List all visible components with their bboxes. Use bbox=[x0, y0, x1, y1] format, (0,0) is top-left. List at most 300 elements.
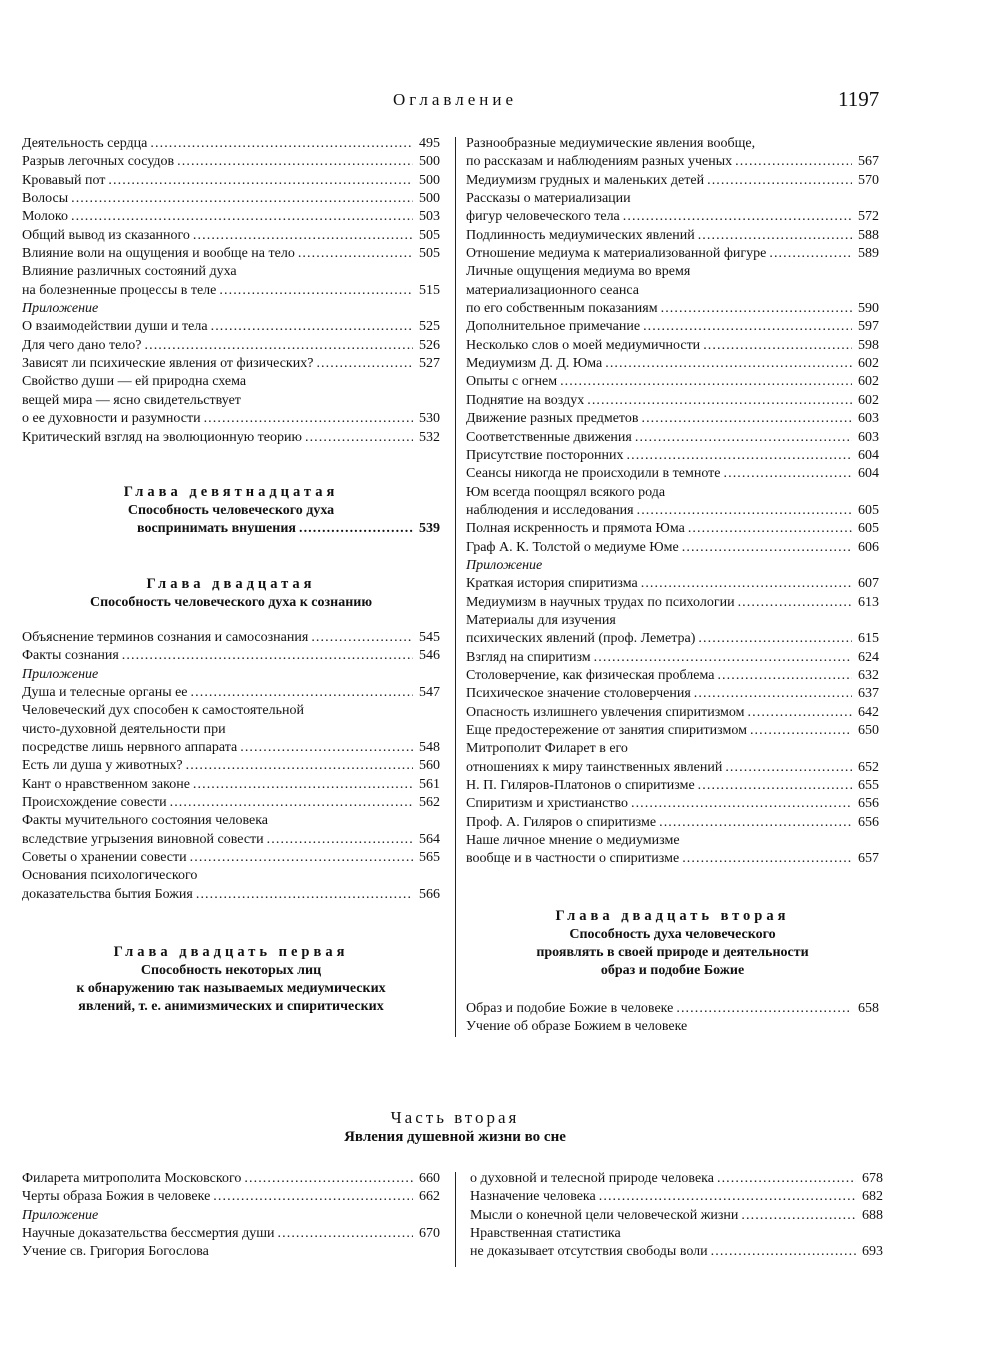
toc-entry[interactable] bbox=[466, 355, 879, 373]
part-title: Явления душевной жизни во сне bbox=[344, 1129, 566, 1145]
toc-group-left-c bbox=[22, 629, 440, 666]
toc-entry-page: 526 bbox=[419, 337, 440, 353]
toc-entry-title: Научные доказательства бессмертия души bbox=[22, 1226, 275, 1242]
toc-entry-title: психических явлений (проф. Леметра) bbox=[466, 631, 696, 647]
leader-dots bbox=[637, 502, 852, 520]
toc-entry-title: по его собственным показаниям bbox=[466, 301, 658, 317]
toc-entry-row bbox=[22, 190, 440, 208]
toc-entry-page: 500 bbox=[419, 154, 440, 170]
toc-entry-page: 655 bbox=[858, 778, 879, 794]
toc-entry[interactable] bbox=[466, 392, 879, 410]
toc-entry-page: 525 bbox=[419, 319, 440, 335]
leader-dots bbox=[659, 814, 852, 832]
toc-entry[interactable] bbox=[22, 629, 440, 647]
toc-entry-page: 662 bbox=[419, 1189, 440, 1205]
toc-entry-title: Мысли о конечной цели человеческой жизни bbox=[470, 1207, 739, 1223]
toc-entry-title: Взгляд на спиритизм bbox=[466, 649, 591, 665]
toc-entry-row bbox=[466, 722, 879, 740]
toc-entry-page: 500 bbox=[419, 191, 440, 207]
toc-entry-page: 545 bbox=[419, 630, 440, 645]
toc-entry-page: 670 bbox=[419, 1226, 440, 1242]
toc-entry[interactable] bbox=[466, 245, 879, 263]
toc-entry[interactable] bbox=[470, 1207, 883, 1225]
toc-entry-row bbox=[466, 429, 879, 447]
toc-entry-page: 589 bbox=[858, 246, 879, 262]
leader-dots bbox=[635, 429, 852, 447]
leader-dots bbox=[190, 849, 413, 867]
toc-entry[interactable] bbox=[22, 1225, 440, 1243]
toc-entry-row bbox=[466, 355, 879, 373]
toc-entry-title: Опыты с огнем bbox=[466, 374, 558, 390]
toc-entry-title: Факты сознания bbox=[22, 648, 119, 664]
leader-dots bbox=[191, 684, 413, 702]
toc-entry-title-line: Нравственная статистика bbox=[470, 1226, 621, 1242]
toc-entry[interactable] bbox=[466, 373, 879, 391]
leader-dots bbox=[717, 667, 852, 685]
toc-entry-row bbox=[466, 795, 879, 813]
toc-entry-row bbox=[466, 392, 879, 410]
toc-entry-page: 515 bbox=[419, 282, 440, 298]
toc-entry[interactable] bbox=[22, 1170, 440, 1188]
toc-entry[interactable] bbox=[466, 172, 879, 190]
leader-dots bbox=[193, 227, 413, 245]
toc-entry[interactable] bbox=[22, 757, 440, 775]
leader-dots bbox=[560, 373, 852, 391]
toc-entry[interactable] bbox=[466, 263, 879, 318]
toc-entry[interactable] bbox=[466, 337, 879, 355]
toc-group-left-a bbox=[22, 135, 440, 300]
chapter-title-line: Способность духа человеческого bbox=[569, 927, 776, 942]
chapter-22-heading-block bbox=[466, 907, 879, 980]
leader-dots bbox=[71, 190, 413, 208]
leader-dots bbox=[122, 647, 413, 665]
toc-entry[interactable] bbox=[22, 245, 440, 263]
toc-entry[interactable] bbox=[22, 355, 440, 373]
toc-entry-title: доказательства бытия Божия bbox=[22, 886, 193, 902]
toc-group-right-a bbox=[466, 135, 879, 557]
toc-entry-title: Медиумизм в научных трудах по психологии bbox=[466, 594, 735, 610]
toc-entry-row bbox=[466, 594, 879, 612]
toc-entry-title: Происхождение совести bbox=[22, 795, 167, 811]
toc-entry-row bbox=[466, 575, 879, 593]
column-divider bbox=[455, 1172, 456, 1267]
toc-entry-page: 539 bbox=[419, 521, 440, 536]
toc-entry-row bbox=[466, 227, 879, 245]
toc-entry[interactable] bbox=[466, 520, 879, 538]
leader-dots bbox=[698, 227, 852, 245]
chapter-title-line: Способность человеческого духа bbox=[127, 503, 335, 518]
leader-dots bbox=[193, 776, 413, 794]
toc-entry-row bbox=[466, 373, 879, 391]
toc-entry-title: Есть ли душа у животных? bbox=[22, 758, 183, 774]
left-column-chapter-20 bbox=[22, 629, 440, 904]
toc-group-bottom-left-a bbox=[22, 1170, 440, 1207]
header-title: Оглавление bbox=[393, 90, 517, 109]
leader-dots bbox=[724, 465, 853, 483]
appendix-label: Приложение bbox=[466, 557, 543, 573]
left-column bbox=[22, 135, 440, 447]
leader-dots bbox=[717, 1170, 856, 1188]
toc-entry[interactable] bbox=[466, 465, 879, 483]
leader-dots bbox=[211, 318, 413, 336]
toc-entry-title: вообще и в частности о спиритизме bbox=[466, 851, 680, 867]
toc-entry-row bbox=[22, 739, 440, 757]
chapter-19-entry[interactable] bbox=[22, 520, 440, 538]
toc-entry[interactable] bbox=[466, 429, 879, 447]
toc-entry[interactable] bbox=[466, 135, 879, 172]
toc-entry-title: воспринимать внушения bbox=[137, 521, 296, 536]
toc-entry-title: Душа и телесные органы ее bbox=[22, 685, 188, 701]
toc-entry-page: 495 bbox=[419, 136, 440, 151]
toc-entry-title: по рассказам и наблюдениям разных ученых bbox=[466, 154, 733, 170]
toc-entry-page: 567 bbox=[858, 154, 879, 170]
toc-entry-title-line: Рассказы о материализации bbox=[466, 191, 631, 207]
toc-entry[interactable] bbox=[22, 776, 440, 794]
toc-entry[interactable] bbox=[22, 1188, 440, 1206]
toc-entry-row bbox=[22, 410, 440, 428]
toc-entry[interactable] bbox=[470, 1170, 883, 1188]
chapter-heading: Глава девятнадцатая bbox=[123, 484, 339, 500]
toc-entry-page: 656 bbox=[858, 796, 879, 812]
toc-entry-row bbox=[466, 630, 879, 648]
leader-dots bbox=[71, 208, 413, 226]
toc-entry-row bbox=[466, 759, 879, 777]
toc-entry[interactable] bbox=[22, 153, 440, 171]
leader-dots bbox=[177, 153, 413, 171]
toc-entry-title-line: Факты мучительного состояния человека bbox=[22, 813, 268, 829]
leader-dots bbox=[170, 794, 413, 812]
toc-entry[interactable] bbox=[466, 685, 879, 703]
toc-entry-row bbox=[22, 318, 440, 336]
toc-entry-title: Полная искренность и прямота Юма bbox=[466, 521, 685, 537]
toc-entry-title: Зависят ли психические явления от физических? bbox=[22, 356, 314, 372]
toc-entry-title-line: Наше личное мнение о медиумизме bbox=[466, 833, 680, 849]
toc-entry-title-line: вещей мира — ясно свидетельствует bbox=[22, 392, 241, 408]
toc-entry-title: Назначение человека bbox=[470, 1189, 596, 1205]
leader-dots bbox=[741, 1207, 856, 1225]
appendix-label: Приложение bbox=[22, 666, 99, 682]
toc-entry[interactable] bbox=[466, 227, 879, 245]
toc-entry-page: 657 bbox=[858, 851, 879, 867]
toc-entry-title-line: Основания психологического bbox=[22, 868, 198, 884]
leader-dots bbox=[631, 795, 852, 813]
toc-entry-row bbox=[466, 1000, 879, 1018]
toc-entry[interactable] bbox=[466, 667, 879, 685]
toc-entry-page: 530 bbox=[419, 411, 440, 427]
appendix-label: Приложение bbox=[22, 301, 99, 317]
toc-group-left-d bbox=[22, 684, 440, 904]
toc-entry[interactable] bbox=[22, 373, 440, 428]
toc-entry-title: Н. П. Гиляров-Платонов о спиритизме bbox=[466, 778, 695, 794]
leader-dots bbox=[707, 172, 852, 190]
toc-entry[interactable] bbox=[466, 814, 879, 832]
toc-entry-row bbox=[466, 447, 879, 465]
leader-dots bbox=[735, 153, 852, 171]
toc-entry[interactable] bbox=[466, 410, 879, 428]
toc-entry-row bbox=[22, 337, 440, 355]
toc-entry-title: Медиумизм грудных и маленьких детей bbox=[466, 172, 705, 188]
toc-entry-row bbox=[22, 172, 440, 190]
toc-entry-row bbox=[470, 1207, 883, 1225]
toc-entry-row bbox=[466, 850, 879, 868]
toc-entry-page: 607 bbox=[858, 576, 879, 592]
leader-dots bbox=[703, 337, 852, 355]
toc-entry-title: отношениях к миру таинственных явлений bbox=[466, 759, 723, 775]
leader-dots bbox=[676, 1000, 852, 1018]
toc-entry-page: 656 bbox=[858, 814, 879, 830]
leader-dots bbox=[299, 520, 413, 538]
bottom-right-column bbox=[470, 1170, 883, 1262]
toc-entry-page: 602 bbox=[858, 356, 879, 372]
toc-entry[interactable] bbox=[466, 1000, 879, 1018]
toc-entry-title: Кант о нравственном законе bbox=[22, 776, 190, 792]
toc-entry[interactable] bbox=[466, 612, 879, 649]
leader-dots bbox=[267, 831, 413, 849]
toc-entry-title: не доказывает отсутствия свободы воли bbox=[470, 1244, 708, 1260]
toc-entry-title: Критический взгляд на эволюционную теорию bbox=[22, 429, 302, 445]
toc-entry-title: Деятельность сердца bbox=[22, 136, 148, 151]
toc-entry[interactable] bbox=[466, 795, 879, 813]
toc-entry-title: Краткая история спиритизма bbox=[466, 576, 638, 592]
toc-entry-title: Разрыв легочных сосудов bbox=[22, 154, 175, 170]
toc-entry-page: 682 bbox=[862, 1189, 883, 1205]
toc-entry-row bbox=[466, 502, 879, 520]
toc-entry[interactable] bbox=[22, 794, 440, 812]
toc-entry-row bbox=[22, 208, 440, 226]
toc-entry-row bbox=[466, 777, 879, 795]
toc-entry-page: 602 bbox=[858, 374, 879, 390]
leader-dots bbox=[641, 410, 852, 428]
toc-entry[interactable] bbox=[466, 740, 879, 777]
leader-dots bbox=[605, 355, 852, 373]
toc-group-bottom-right bbox=[470, 1170, 883, 1262]
leader-dots bbox=[682, 539, 852, 557]
toc-entry-row bbox=[466, 410, 879, 428]
chapter-title-line: к обнаружению так называемых медиумических bbox=[76, 981, 386, 996]
toc-entry-title: Волосы bbox=[22, 191, 69, 207]
toc-entry[interactable] bbox=[22, 318, 440, 336]
toc-entry-page: 606 bbox=[858, 539, 879, 555]
toc-entry-row bbox=[466, 539, 879, 557]
toc-entry-page: 603 bbox=[858, 411, 879, 427]
chapter-20-heading-block bbox=[22, 575, 440, 612]
chapter-heading: Глава двадцатая bbox=[146, 576, 316, 592]
chapter-21-heading-block bbox=[22, 943, 440, 1016]
toc-entry-title: фигур человеческого тела bbox=[466, 209, 620, 225]
toc-entry[interactable] bbox=[22, 684, 440, 702]
toc-entry-row bbox=[466, 649, 879, 667]
toc-entry-row bbox=[466, 245, 879, 263]
toc-entry-page: 605 bbox=[858, 502, 879, 518]
toc-entry-page: 642 bbox=[858, 704, 879, 720]
toc-entry-row bbox=[22, 647, 440, 665]
chapter-title-line: Способность некоторых лиц bbox=[140, 963, 322, 978]
toc-entry-row bbox=[22, 886, 440, 904]
toc-entry-page: 564 bbox=[419, 831, 440, 847]
toc-entry-page: 572 bbox=[858, 209, 879, 225]
toc-entry[interactable] bbox=[22, 190, 440, 208]
toc-entry-title-line: Разнообразные медиумические явления вообще, bbox=[466, 136, 756, 151]
leader-dots bbox=[587, 392, 852, 410]
toc-entry-title: на болезненные процессы в теле bbox=[22, 282, 217, 298]
toc-entry-row bbox=[466, 337, 879, 355]
toc-entry-continued[interactable]: Учение об образе Божием в человеке bbox=[466, 1019, 688, 1035]
toc-entry-row bbox=[470, 1170, 883, 1188]
bottom-left-column bbox=[22, 1170, 440, 1262]
toc-group-bottom-left-b bbox=[22, 1225, 440, 1243]
toc-entry-row bbox=[22, 831, 440, 849]
toc-entry[interactable] bbox=[22, 208, 440, 226]
toc-entry[interactable] bbox=[22, 263, 440, 300]
chapter-title-line: образ и подобие Божие bbox=[600, 963, 745, 978]
toc-entry-title: Опасность излишнего увлечения спиритизмом bbox=[466, 704, 745, 720]
toc-entry-row bbox=[22, 776, 440, 794]
toc-entry-title: Кровавый пот bbox=[22, 172, 106, 188]
toc-entry[interactable] bbox=[22, 702, 440, 757]
toc-entry-page: 632 bbox=[858, 667, 879, 683]
leader-dots bbox=[643, 318, 852, 336]
toc-entry-page: 604 bbox=[858, 447, 879, 463]
toc-entry-page: 693 bbox=[862, 1244, 883, 1260]
toc-entry[interactable] bbox=[466, 722, 879, 740]
toc-entry-title-line: материализационного сеанса bbox=[466, 282, 639, 298]
toc-entry-page: 527 bbox=[419, 356, 440, 372]
leader-dots bbox=[213, 1188, 413, 1206]
toc-entry-row bbox=[22, 684, 440, 702]
leader-dots bbox=[627, 447, 852, 465]
toc-entry-page: 604 bbox=[858, 466, 879, 482]
part-label: Часть вторая bbox=[390, 1108, 520, 1127]
toc-entry[interactable] bbox=[466, 594, 879, 612]
toc-entry[interactable] bbox=[22, 647, 440, 665]
toc-entry[interactable] bbox=[466, 704, 879, 722]
leader-dots bbox=[769, 245, 852, 263]
toc-entry[interactable] bbox=[466, 832, 879, 869]
toc-entry-row bbox=[22, 1225, 440, 1243]
toc-entry-page: 650 bbox=[858, 723, 879, 738]
toc-entry[interactable] bbox=[22, 337, 440, 355]
toc-entry-row bbox=[466, 153, 879, 171]
leader-dots bbox=[738, 594, 852, 612]
toc-entry-title-line: Личные ощущения медиума во время bbox=[466, 264, 691, 280]
toc-entry[interactable] bbox=[22, 867, 440, 904]
toc-entry-row bbox=[470, 1188, 883, 1206]
toc-entry[interactable] bbox=[466, 649, 879, 667]
leader-dots bbox=[599, 1188, 856, 1206]
leader-dots bbox=[688, 520, 852, 538]
toc-entry-row bbox=[22, 245, 440, 263]
toc-entry-title-line: Свойство души — ей природна схема bbox=[22, 374, 247, 390]
toc-entry-title-line: Юм всегда поощрял всякого рода bbox=[466, 484, 666, 500]
toc-entry-title: Дополнительное примечание bbox=[466, 319, 641, 335]
toc-entry[interactable] bbox=[466, 777, 879, 795]
toc-entry-page: 505 bbox=[419, 246, 440, 262]
toc-entry-page: 615 bbox=[858, 631, 879, 647]
toc-entry[interactable] bbox=[466, 539, 879, 557]
toc-entry[interactable] bbox=[22, 849, 440, 867]
toc-group-right-c bbox=[466, 1000, 879, 1018]
toc-entry[interactable] bbox=[466, 575, 879, 593]
toc-entry[interactable] bbox=[22, 135, 440, 153]
toc-entry-row bbox=[470, 1243, 883, 1261]
toc-entry[interactable] bbox=[470, 1188, 883, 1206]
toc-entry-title: о духовной и телесной природе человека bbox=[470, 1171, 714, 1186]
leader-dots bbox=[305, 429, 413, 447]
toc-entry-page: 688 bbox=[862, 1207, 883, 1223]
toc-entry-page: 597 bbox=[858, 319, 879, 335]
toc-entry-row bbox=[466, 318, 879, 336]
toc-entry-page: 678 bbox=[862, 1171, 883, 1186]
toc-entry-page: 546 bbox=[419, 648, 440, 664]
toc-entry-title: Медиумизм Д. Д. Юма bbox=[466, 356, 603, 372]
toc-entry-page: 570 bbox=[858, 172, 879, 188]
header-page-number: 1197 bbox=[838, 87, 880, 111]
toc-entry-title: Несколько слов о моей медиумичности bbox=[466, 337, 701, 353]
toc-entry-row bbox=[22, 153, 440, 171]
toc-group-right-b bbox=[466, 575, 879, 869]
toc-entry-title-line: Человеческий дух способен к самостоятельной bbox=[22, 703, 304, 719]
toc-entry-row bbox=[22, 135, 440, 153]
toc-entry[interactable] bbox=[22, 172, 440, 190]
toc-entry-row bbox=[466, 465, 879, 483]
toc-entry[interactable] bbox=[22, 812, 440, 849]
leader-dots bbox=[594, 649, 852, 667]
toc-entry-title-line: Влияние различных состояний духа bbox=[22, 264, 237, 280]
toc-entry[interactable] bbox=[466, 447, 879, 465]
toc-entry-row bbox=[22, 849, 440, 867]
toc-entry-page: 605 bbox=[858, 521, 879, 537]
toc-entry[interactable] bbox=[466, 190, 879, 227]
toc-entry-title: Общий вывод из сказанного bbox=[22, 227, 190, 243]
toc-entry-row bbox=[466, 208, 879, 226]
toc-entry-page: 598 bbox=[858, 337, 879, 353]
toc-entry-page: 562 bbox=[419, 795, 440, 811]
leader-dots bbox=[711, 1243, 856, 1261]
toc-entry-title: Для чего дано тело? bbox=[22, 337, 142, 353]
toc-entry[interactable] bbox=[22, 227, 440, 245]
toc-entry-title: Присутствие посторонних bbox=[466, 447, 624, 463]
toc-entry-continued[interactable]: Учение св. Григория Богослова bbox=[22, 1244, 209, 1260]
toc-entry[interactable] bbox=[470, 1225, 883, 1262]
toc-entry[interactable] bbox=[22, 429, 440, 447]
toc-entry[interactable] bbox=[466, 318, 879, 336]
toc-entry-title: Движение разных предметов bbox=[466, 411, 639, 427]
toc-entry-page: 505 bbox=[419, 227, 440, 243]
toc-entry-title: наблюдения и исследования bbox=[466, 502, 634, 518]
toc-entry-page: 652 bbox=[858, 759, 879, 775]
toc-entry-title: Советы о хранении совести bbox=[22, 850, 187, 866]
leader-dots bbox=[204, 410, 413, 428]
toc-entry-title: О взаимодействии души и тела bbox=[22, 319, 208, 335]
toc-entry-page: 503 bbox=[419, 209, 440, 225]
toc-entry-title: Влияние воли на ощущения и вообще на тело bbox=[22, 246, 295, 262]
leader-dots bbox=[298, 245, 413, 263]
toc-entry-row bbox=[466, 685, 879, 703]
leader-dots bbox=[748, 704, 852, 722]
toc-entry[interactable] bbox=[466, 484, 879, 521]
toc-entry-title: Спиритизм и христианство bbox=[466, 796, 628, 812]
toc-entry-row bbox=[22, 1170, 440, 1188]
leader-dots bbox=[244, 1170, 413, 1188]
chapter-title-line: явлений, т. е. анимизмических и спиритических bbox=[78, 999, 384, 1014]
leader-dots bbox=[694, 685, 852, 703]
toc-entry-title: вследствие угрызения виновной совести bbox=[22, 831, 264, 847]
toc-entry-page: 588 bbox=[858, 227, 879, 243]
toc-entry-page: 590 bbox=[858, 301, 879, 317]
toc-entry-row bbox=[22, 227, 440, 245]
toc-entry-row bbox=[22, 282, 440, 300]
toc-entry-row bbox=[466, 300, 879, 318]
